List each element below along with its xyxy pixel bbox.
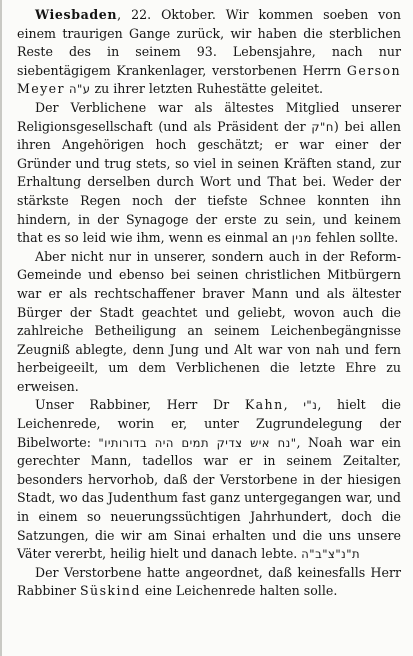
- paragraph-5-text-b: eine Leichenrede halten solle.: [140, 583, 338, 599]
- paragraph-2-text-c: fehlen sollte.: [311, 230, 399, 246]
- paragraph-1: [17, 6, 401, 99]
- paragraph-4-text-a: Unser Rabbiner, Herr Dr: [35, 397, 245, 413]
- obituary-article: [17, 6, 401, 601]
- hebrew-honorific: ע"ה: [68, 82, 91, 97]
- paragraph-2-text-b: ) bei allen ihren Angehörigen hoch geschätzt; er war einer der Gründer und trug stets, so viel in seinen Kräften stand, zur Erhaltung derselben durch Wort und That bei. Weder der stärkste Regen noch der tiefste Schnee konnten ihn hindern, in der Synagoge der erste zu sein, und keinem that es so leid wie ihm, wenn es einmal an: [17, 118, 401, 246]
- deceased-name: Gerson Meyer: [17, 62, 401, 97]
- hebrew-bible-quote: "נח איש צדיק תמים היה בדורותיו": [98, 435, 297, 450]
- paragraph-2: [17, 99, 401, 248]
- paragraph-1-text-b: zu ihrer letzten Ruhestätte geleitet.: [90, 81, 324, 97]
- dateline-city: Wiesbaden: [35, 7, 118, 22]
- paragraph-5-text-a: Der Verstorbene hatte angeordnet, daß keinesfalls Herr Rabbiner: [17, 564, 401, 599]
- second-rabbi-name: Süskind: [80, 583, 141, 599]
- paragraph-3-text: Aber nicht nur in unserer, sondern auch in der Reform-Gemeinde und ebenso bei seinen christlichen Mitbürgern war er als rechtschaffener braver Mann und als ältester Bürger der Stadt geachtet und geliebt, wovon auch die zahlreiche Betheiligung an seinem Leichenbegängnisse Zeugniß ablegte, denn Jung und Alt war von nah und fern herbeigeeilt, um dem Verblichenen die letzte Ehre zu erweisen.: [17, 248, 401, 394]
- paragraph-5: [17, 564, 401, 601]
- paragraph-4-text-d: , Noah war ein gerechter Mann, tadellos war er in seinem Zeitalter, besonders hervorhob, daß der Verstorbene in der hiesigen Stadt, wo das Judenthum fast ganz untergegangen war, und in einem so neuerungssüchtigen Jahrhundert, doch die Satzungen, die wir am Sinai erhalten und die uns unsere Väter vererbt, heilig hielt und danach lebte.: [17, 434, 401, 562]
- hebrew-closing-formula: ת"נ"צ"ב"ה: [301, 547, 361, 562]
- rabbi-name: Kahn: [244, 397, 284, 413]
- column-rule: [0, 0, 2, 656]
- paragraph-1-text-a: Wir kommen soeben von einem traurigen Gange zurück, wir haben die sterblichen Reste des in seinem 93. Lebensjahre, nach nur siebentägigem Krankenlager, verstorbenen Herrn: [17, 7, 401, 78]
- hebrew-society: ח"ק: [311, 119, 334, 134]
- paragraph-2-text-a: Der Verblichene war als ältestes Mitglied unserer Religionsgesellschaft (und als Präsident der: [17, 99, 401, 134]
- paragraph-4-text-c: , hielt die Leichenrede, worin er, unter Zugrundelegung der Bibelworte:: [17, 397, 402, 450]
- paragraph-3: [17, 248, 401, 397]
- hebrew-minyan: מנין: [291, 231, 312, 246]
- dateline-date: , 22. Oktober.: [117, 7, 216, 22]
- paragraph-4: [17, 396, 401, 563]
- paragraph-4-text-b: ,: [283, 397, 304, 413]
- hebrew-rabbi-honorific: נ"י: [303, 398, 318, 413]
